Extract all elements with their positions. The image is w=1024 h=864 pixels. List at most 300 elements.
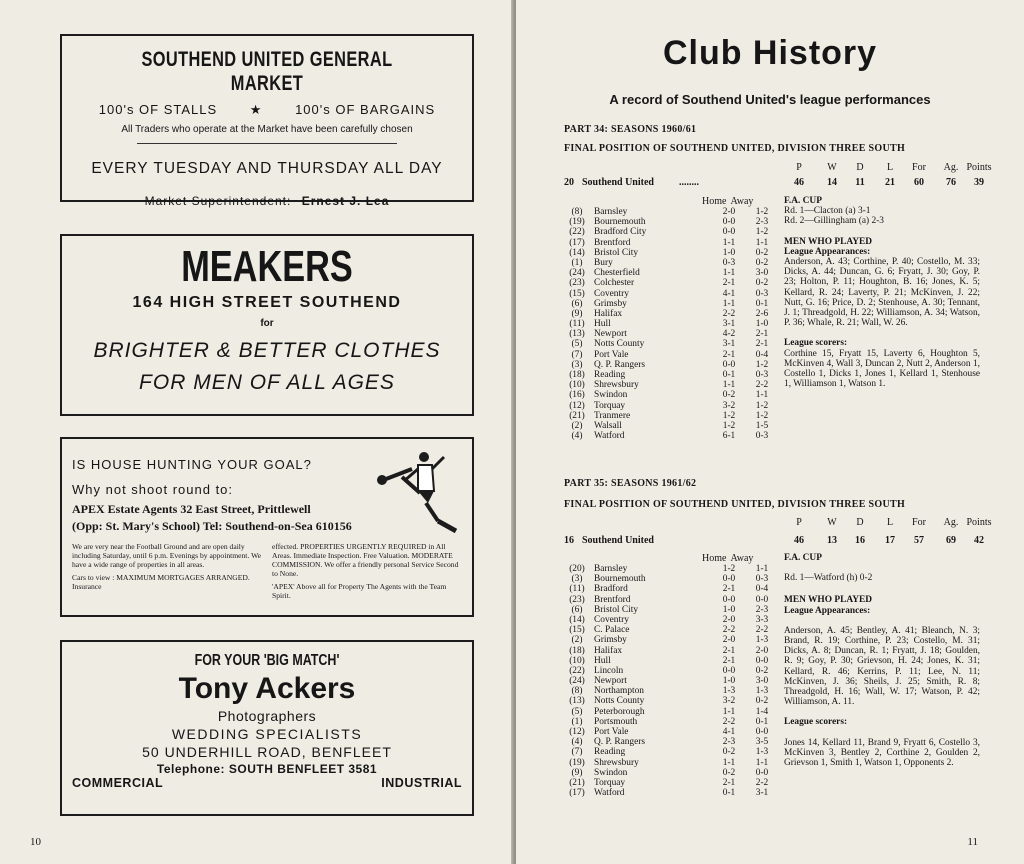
club-position: (14) xyxy=(569,247,585,258)
club-position: (3) xyxy=(571,574,583,585)
appearances-heading: League Appearances: xyxy=(784,605,871,616)
market-bargains: 100's OF BARGAINS xyxy=(295,102,436,117)
club-position: (15) xyxy=(569,288,585,299)
club-name: Northampton xyxy=(594,686,644,697)
club-name: Bournemouth xyxy=(594,574,646,585)
home-score: 2-2 xyxy=(722,716,736,727)
summary-position-team xyxy=(564,535,654,546)
home-score: 0-0 xyxy=(722,359,736,370)
fa-cup-heading: F.A. CUP xyxy=(784,553,822,563)
market-traders-note: All Traders who operate at the Market have been carefully chosen xyxy=(121,124,413,135)
club-name: Bradford xyxy=(594,584,628,595)
ackers-commercial: COMMERCIAL xyxy=(72,776,164,790)
away-score: 0-0 xyxy=(755,767,769,778)
summary-a: 76 xyxy=(946,177,956,188)
club-position: (18) xyxy=(569,645,585,656)
home-score: 3-2 xyxy=(722,400,736,411)
club-name: Torquay xyxy=(594,400,626,411)
home-score: 2-3 xyxy=(722,737,736,748)
home-score: 2-2 xyxy=(722,308,736,319)
summary-dots: ........ xyxy=(679,177,699,188)
away-score: 0-3 xyxy=(755,431,769,442)
fa-cup-result: Rd. 1—Clacton (a) 3-1 xyxy=(784,206,871,217)
away-score: 2-0 xyxy=(755,645,769,656)
ackers-photographers: Photographers xyxy=(217,708,317,724)
table-row xyxy=(564,574,774,584)
home-label: Home xyxy=(702,553,727,564)
away-score: 0-4 xyxy=(755,349,769,360)
away-score: 1-1 xyxy=(755,237,769,248)
superintendent-label: Market Superintendent: xyxy=(144,194,292,208)
table-row xyxy=(564,646,774,656)
table-row xyxy=(564,217,774,227)
apex-details-col2 xyxy=(272,542,462,604)
away-score: 1-3 xyxy=(755,686,769,697)
summary-d: 16 xyxy=(855,535,865,546)
table-row xyxy=(564,207,774,217)
star-icon: ★ xyxy=(249,102,263,117)
apex-col2-text: effected. PROPERTIES URGENTLY REQUIRED in All Areas. Immediate Inspection. Free Valuation. MODERATE COMMISSION. We offer a friendly personal Service Second to None. xyxy=(272,542,459,578)
club-position: (24) xyxy=(569,268,585,279)
spacer xyxy=(784,328,980,338)
club-name: C. Palace xyxy=(594,625,630,636)
club-name: Reading xyxy=(594,747,626,758)
home-score: 1-0 xyxy=(722,676,736,687)
home-score: 6-1 xyxy=(722,431,736,442)
club-position: (12) xyxy=(569,400,585,411)
season-info-column xyxy=(784,196,980,389)
club-name: Bury xyxy=(594,257,613,268)
scorers-heading: League scorers: xyxy=(784,717,848,728)
club-name: Barnsley xyxy=(594,207,628,217)
table-row xyxy=(564,605,774,615)
club-name: Q. P. Rangers xyxy=(594,359,646,370)
club-position: (10) xyxy=(569,380,585,391)
club-position: (5) xyxy=(571,706,583,717)
table-row xyxy=(564,401,774,411)
table-row xyxy=(564,370,774,380)
column-header: Ag. xyxy=(943,162,959,173)
summary-position: 20 xyxy=(564,177,574,188)
club-position: (10) xyxy=(569,655,585,666)
final-position-heading: FINAL POSITION OF SOUTHEND UNITED, DIVISION THREE SOUTH xyxy=(564,143,906,154)
ackers-advert xyxy=(60,640,474,816)
club-name: Watford xyxy=(594,788,625,799)
summary-f: 60 xyxy=(914,177,924,188)
table-row xyxy=(564,778,774,788)
away-score: 0-2 xyxy=(755,257,769,268)
table-row xyxy=(564,696,774,706)
column-header: Points xyxy=(966,162,992,173)
summary-p: 46 xyxy=(794,177,804,188)
club-name: Walsall xyxy=(594,420,622,431)
away-score: 1-5 xyxy=(755,420,769,431)
away-score: 1-1 xyxy=(755,390,769,401)
away-score: 3-1 xyxy=(755,788,769,799)
table-row xyxy=(564,278,774,288)
summary-team: Southend United xyxy=(582,535,654,546)
table-row xyxy=(564,635,774,645)
club-name: Shrewsbury xyxy=(594,757,639,768)
club-name: Hull xyxy=(594,655,611,666)
away-score: 3-3 xyxy=(755,614,769,625)
club-name: Portsmouth xyxy=(594,716,638,727)
table-row xyxy=(564,350,774,360)
column-header: For xyxy=(912,517,926,528)
market-divider xyxy=(137,143,397,144)
club-position: (6) xyxy=(571,298,583,309)
club-position: (5) xyxy=(571,339,583,350)
home-score: 1-1 xyxy=(722,757,736,768)
club-position: (7) xyxy=(571,747,583,758)
club-position: (23) xyxy=(569,278,585,289)
summary-team: Southend United xyxy=(582,177,654,188)
club-position: (2) xyxy=(571,635,583,646)
table-row xyxy=(564,431,774,441)
club-name: Brentford xyxy=(594,237,631,248)
club-position: (1) xyxy=(571,716,583,727)
club-position: (16) xyxy=(569,390,585,401)
club-name: Swindon xyxy=(594,767,628,778)
club-name: Port Vale xyxy=(594,727,629,737)
away-score: 2-2 xyxy=(755,380,769,391)
club-position: (11) xyxy=(569,319,585,330)
away-score: 3-5 xyxy=(755,737,769,748)
table-row xyxy=(564,686,774,696)
club-position: (13) xyxy=(569,329,585,340)
summary-position: 16 xyxy=(564,535,574,546)
club-name: Reading xyxy=(594,370,626,380)
scorers-heading: League scorers: xyxy=(784,338,848,349)
spacer xyxy=(784,583,980,595)
column-header: W xyxy=(827,517,837,528)
table-row xyxy=(564,299,774,309)
table-row xyxy=(564,788,774,798)
meakers-address: 164 HIGH STREET SOUTHEND xyxy=(132,294,402,311)
table-row xyxy=(564,238,774,248)
table-row xyxy=(564,360,774,370)
season-part-heading: PART 34: SEASONS 1960/61 xyxy=(564,124,697,135)
away-score: 2-2 xyxy=(755,777,769,788)
home-score: 0-3 xyxy=(722,257,736,268)
apex-why: Why not shoot round to: xyxy=(72,482,234,497)
club-position: (7) xyxy=(571,349,583,360)
meakers-slogan-line1: BRIGHTER & BETTER CLOTHES xyxy=(93,339,441,362)
away-score: 2-3 xyxy=(755,217,769,228)
home-score: 2-0 xyxy=(722,207,736,217)
fa-cup-result: Rd. 1—Watford (h) 0-2 xyxy=(784,573,873,584)
club-position: (23) xyxy=(569,594,585,605)
home-score: 1-3 xyxy=(722,686,736,697)
men-who-played-heading: MEN WHO PLAYED xyxy=(784,595,873,606)
market-advert xyxy=(60,34,474,208)
home-away-header xyxy=(702,553,753,564)
away-score: 0-2 xyxy=(755,278,769,289)
away-score: 0-3 xyxy=(755,288,769,299)
table-row xyxy=(564,564,774,574)
club-name: Tranmere xyxy=(594,410,631,421)
home-score: 0-2 xyxy=(722,390,736,401)
away-score: 1-2 xyxy=(755,207,769,217)
table-row xyxy=(564,289,774,299)
away-score: 1-2 xyxy=(755,359,769,370)
page-number-left: 10 xyxy=(30,836,41,848)
column-header: D xyxy=(856,517,864,528)
club-position: (6) xyxy=(571,604,583,615)
home-score: 1-1 xyxy=(722,298,736,309)
table-row xyxy=(564,747,774,757)
club-name: Torquay xyxy=(594,777,626,788)
away-score: 0-2 xyxy=(755,696,769,707)
summary-w: 14 xyxy=(827,177,837,188)
home-score: 1-2 xyxy=(722,410,736,421)
table-row xyxy=(564,758,774,768)
table-row xyxy=(564,727,774,737)
ackers-wedding: WEDDING SPECIALISTS xyxy=(171,726,363,742)
meakers-for: for xyxy=(260,318,274,329)
club-name: Swindon xyxy=(594,390,628,401)
season-info-column xyxy=(784,553,980,768)
club-position: (17) xyxy=(569,237,585,248)
table-row xyxy=(564,248,774,258)
club-name: Grimsby xyxy=(594,298,627,309)
appearances-heading: League Appearances: xyxy=(784,246,871,257)
home-score: 1-1 xyxy=(722,237,736,248)
away-score: 1-2 xyxy=(755,410,769,421)
meakers-advert xyxy=(60,234,474,416)
summary-d: 11 xyxy=(855,177,865,188)
club-name: Shrewsbury xyxy=(594,380,639,391)
club-position: (19) xyxy=(569,217,585,228)
away-score: 2-6 xyxy=(755,308,769,319)
home-score: 0-2 xyxy=(722,747,736,758)
club-name: Peterborough xyxy=(594,706,645,717)
table-row xyxy=(564,339,774,349)
away-score: 1-0 xyxy=(755,319,769,330)
club-name: Halifax xyxy=(594,308,623,319)
club-name: Newport xyxy=(594,329,627,340)
away-score: 0-0 xyxy=(755,727,769,737)
club-name: Brentford xyxy=(594,594,631,605)
club-name: Grimsby xyxy=(594,635,627,646)
table-row xyxy=(564,656,774,666)
home-score: 4-1 xyxy=(722,727,736,737)
fa-cup-heading: F.A. CUP xyxy=(784,196,822,206)
away-score: 2-2 xyxy=(755,625,769,636)
club-name: Colchester xyxy=(594,278,635,289)
away-score: 1-3 xyxy=(755,747,769,758)
scorers-text: Corthine 15, Fryatt 15, Laverty 6, Houghton 5, McKinven 4, Wall 3, Duncan 2, Nutt 2, Anderson 1, Costello 1, Dicks 1, Jones 1, Kellard 1, Stenhouse 1, Williamson 1, Watson 1. xyxy=(784,348,980,390)
superintendent-name: Ernest J. Lea xyxy=(301,194,390,208)
apex-col1-text2: Cars to view : MAXIMUM MORTGAGES ARRANGED. Insurance xyxy=(72,573,250,591)
table-row xyxy=(564,258,774,268)
table-row xyxy=(564,380,774,390)
club-name: Lincoln xyxy=(594,665,624,676)
home-score: 2-1 xyxy=(722,655,736,666)
club-position: (20) xyxy=(569,564,585,574)
home-score: 2-0 xyxy=(722,614,736,625)
table-row xyxy=(564,584,774,594)
club-name: Halifax xyxy=(594,645,623,656)
meakers-title: MEAKERS xyxy=(181,242,353,291)
summary-w: 13 xyxy=(827,535,837,546)
away-score: 0-2 xyxy=(755,247,769,258)
home-score: 0-0 xyxy=(722,574,736,585)
away-score: 0-0 xyxy=(755,594,769,605)
away-score: 1-2 xyxy=(755,227,769,238)
final-position-heading: FINAL POSITION OF SOUTHEND UNITED, DIVISION THREE SOUTH xyxy=(564,499,906,510)
home-score: 4-2 xyxy=(722,329,736,340)
away-score: 1-1 xyxy=(755,564,769,574)
column-header: D xyxy=(856,162,864,173)
home-score: 1-2 xyxy=(722,564,736,574)
table-row xyxy=(564,717,774,727)
summary-a: 69 xyxy=(946,535,956,546)
away-score: 1-1 xyxy=(755,757,769,768)
home-score: 3-1 xyxy=(722,319,736,330)
away-score: 0-3 xyxy=(755,370,769,380)
column-header: Ag. xyxy=(943,517,959,528)
table-row xyxy=(564,615,774,625)
column-header: P xyxy=(796,517,802,528)
table-row xyxy=(564,666,774,676)
table-row xyxy=(564,768,774,778)
home-score: 2-1 xyxy=(722,584,736,595)
club-name: Bristol City xyxy=(594,604,639,615)
column-header: L xyxy=(886,162,894,173)
away-score: 1-3 xyxy=(755,635,769,646)
table-row xyxy=(564,421,774,431)
ackers-services xyxy=(62,776,472,790)
club-position: (9) xyxy=(571,767,583,778)
ackers-industrial: INDUSTRIAL xyxy=(381,776,462,790)
ackers-headline: FOR YOUR 'BIG MATCH' xyxy=(194,652,340,669)
table-row xyxy=(564,227,774,237)
season-summary-row xyxy=(564,177,984,189)
away-score: 1-2 xyxy=(755,400,769,411)
club-position: (18) xyxy=(569,370,585,380)
spacer xyxy=(784,707,980,717)
fa-cup-result: Rd. 2—Gillingham (a) 2-3 xyxy=(784,216,884,227)
home-score: 0-2 xyxy=(722,767,736,778)
summary-l: 21 xyxy=(885,177,895,188)
away-label: Away xyxy=(730,196,754,207)
results-list xyxy=(564,207,774,441)
home-score: 2-1 xyxy=(722,777,736,788)
club-name: Bristol City xyxy=(594,247,639,258)
home-score: 1-1 xyxy=(722,706,736,717)
home-label: Home xyxy=(702,196,727,207)
summary-pts: 39 xyxy=(974,177,984,188)
club-position: (8) xyxy=(571,686,583,697)
apex-details-col1 xyxy=(72,542,262,604)
summary-pts: 42 xyxy=(974,535,984,546)
home-score: 2-1 xyxy=(722,645,736,656)
table-row xyxy=(564,707,774,717)
home-score: 0-0 xyxy=(722,665,736,676)
club-position: (15) xyxy=(569,625,585,636)
club-name: Q. P. Rangers xyxy=(594,737,646,748)
club-position: (21) xyxy=(569,410,585,421)
results-list xyxy=(564,564,774,798)
apex-col1-text: We are very near the Football Ground and are open daily including Saturday, until 6 p.m. Evenings by appointment. We have a wide range of properties in all areas. xyxy=(72,542,261,569)
club-position: (22) xyxy=(569,227,585,238)
away-score: 2-1 xyxy=(755,329,769,340)
table-column-headers xyxy=(564,517,992,529)
club-position: (8) xyxy=(571,207,583,217)
season-part-heading: PART 35: SEASONS 1961/62 xyxy=(564,478,697,489)
table-row xyxy=(564,595,774,605)
column-header: P xyxy=(796,162,802,173)
club-name: Notts County xyxy=(594,696,645,707)
club-position: (17) xyxy=(569,788,585,799)
home-score: 0-1 xyxy=(722,370,736,380)
club-position: (12) xyxy=(569,727,585,737)
club-position: (2) xyxy=(571,420,583,431)
club-name: Coventry xyxy=(594,288,629,299)
meakers-slogan-line2: FOR MEN OF ALL AGES xyxy=(139,371,395,394)
table-row xyxy=(564,309,774,319)
club-position: (24) xyxy=(569,676,585,687)
away-score: 1-4 xyxy=(755,706,769,717)
men-who-played-heading: MEN WHO PLAYED xyxy=(784,236,873,247)
club-name: Newport xyxy=(594,676,627,687)
away-score: 0-0 xyxy=(755,655,769,666)
home-score: 0-0 xyxy=(722,217,736,228)
apex-agents: APEX Estate Agents 32 East Street, Prittlewell xyxy=(72,502,311,516)
home-score: 0-0 xyxy=(722,594,736,605)
club-position: (9) xyxy=(571,308,583,319)
table-column-headers xyxy=(564,162,992,174)
table-row xyxy=(564,390,774,400)
away-score: 3-0 xyxy=(755,676,769,687)
home-score: 1-0 xyxy=(722,247,736,258)
club-position: (21) xyxy=(569,777,585,788)
away-score: 3-0 xyxy=(755,268,769,279)
club-name: Coventry xyxy=(594,614,629,625)
club-position: (4) xyxy=(571,431,583,442)
summary-p: 46 xyxy=(794,535,804,546)
ackers-address: 50 UNDERHILL ROAD, BENFLEET xyxy=(142,744,392,760)
footballer-kicking-icon xyxy=(368,447,464,539)
club-name: Bournemouth xyxy=(594,217,646,228)
club-name: Port Vale xyxy=(594,349,629,360)
table-row xyxy=(564,737,774,747)
away-label: Away xyxy=(730,553,754,564)
home-score: 4-1 xyxy=(722,288,736,299)
season-summary-row xyxy=(564,535,984,547)
apex-details xyxy=(72,542,462,604)
market-offer-line xyxy=(62,102,472,118)
club-name: Notts County xyxy=(594,339,645,350)
club-position: (19) xyxy=(569,757,585,768)
column-header: W xyxy=(827,162,837,173)
away-score: 0-2 xyxy=(755,665,769,676)
club-position: (3) xyxy=(571,359,583,370)
home-score: 3-1 xyxy=(722,339,736,350)
club-position: (14) xyxy=(569,614,585,625)
club-position: (22) xyxy=(569,665,585,676)
column-header: L xyxy=(886,517,894,528)
scorers-text: Jones 14, Kellard 11, Brand 9, Fryatt 6, Costello 3, McKinven 3, Bentley 2, Corthine 2, Goulden 2, Grievson 1, Smith 1, Watson 1, Opponents 2. xyxy=(784,737,980,769)
table-row xyxy=(564,411,774,421)
market-stalls: 100's OF STALLS xyxy=(98,102,218,117)
club-name: Chesterfield xyxy=(594,268,640,279)
appearances-text: Anderson, A. 45; Bentley, A. 41; Bleanch, N. 3; Brand, R. 19; Corthine, P. 23; Costello, M. 31; Dicks, A. 8; Duncan, R. 1; Fryatt, J. 18; Goulden, R. 9; Goy, P. 30; Grievson, H. 24; Jones, K. 31; Kellard, R. 46; Kerrins, P. 11; Lee, N. 11; McKinven, J. 36; Sheils, J. 25; Smith, R. 8; Threadgold, H. 16; Wall, W. 17; Watson, P. 42; Williamson, A. 11. xyxy=(784,625,980,708)
table-row xyxy=(564,268,774,278)
home-score: 2-0 xyxy=(722,635,736,646)
column-header: For xyxy=(912,162,926,173)
